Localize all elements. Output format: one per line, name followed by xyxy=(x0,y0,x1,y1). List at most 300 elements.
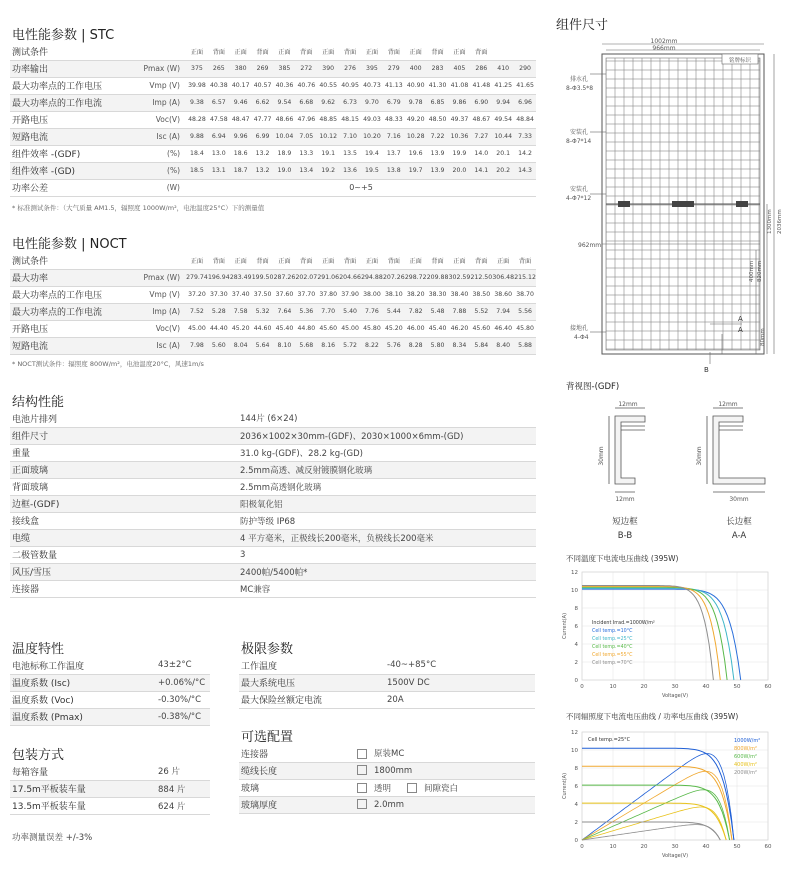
temperature-value: -0.30%/°C xyxy=(158,691,210,708)
stc-cell: 40.90 xyxy=(405,77,427,94)
stc-cell: 40.73 xyxy=(361,77,383,94)
noct-cell: 44.80 xyxy=(295,320,317,337)
short-frame-code: B-B xyxy=(617,531,633,541)
option-label: 间隙瓷白 xyxy=(424,783,459,794)
stc-cell: 19.7 xyxy=(405,162,427,179)
structure-value: 阳极氧化铝 xyxy=(240,495,536,512)
noct-cell: 5.64 xyxy=(252,337,274,354)
temperature-label: 温度系数 (Pmax) xyxy=(10,708,158,725)
noct-row-unit xyxy=(128,252,186,269)
noct-cell: 37.80 xyxy=(317,286,339,303)
noct-title: 电性能参数 | NOCT xyxy=(12,237,127,252)
stc-cell: 13.2 xyxy=(252,162,274,179)
noct-cell: 正面 xyxy=(492,252,514,269)
noct-cell: 正面 xyxy=(361,252,383,269)
junction-box-left xyxy=(618,201,630,207)
limits-value: 20A xyxy=(387,691,535,708)
stc-row-label: 测试条件 xyxy=(10,43,128,60)
x-tick-label: 30 xyxy=(671,684,679,690)
stc-table xyxy=(10,43,536,197)
noct-cell: 5.52 xyxy=(470,303,492,320)
stc-cell: 6.62 xyxy=(252,94,274,111)
noct-row-unit: Imp (A) xyxy=(128,303,186,320)
stc-row xyxy=(10,162,536,179)
checkbox-icon[interactable] xyxy=(357,783,367,793)
stc-row-label: 组件效率 -(GDF) xyxy=(10,145,128,162)
packaging-table xyxy=(10,763,210,815)
stc-note: * 标准测试条件：（大气质量 AM1.5，辐照度 1000W/m²，电池温度25°C）下的测量值 xyxy=(12,204,265,212)
stc-title: 电性能参数 | STC xyxy=(12,28,115,43)
stc-cell: 395 xyxy=(361,60,383,77)
noct-cell: 背面 xyxy=(470,252,492,269)
stc-row-unit: Voc(V) xyxy=(128,111,186,128)
legend-entry: Cell temp.=25°C xyxy=(592,637,633,642)
structure-row xyxy=(10,478,536,495)
structure-value: MC兼容 xyxy=(240,580,536,597)
noct-row-unit: Voc(V) xyxy=(128,320,186,337)
option-label: 透明 xyxy=(374,783,392,794)
option-checkbox[interactable] xyxy=(407,784,458,794)
stc-cell: 7.05 xyxy=(295,128,317,145)
noct-row-label: 开路电压 xyxy=(10,320,128,337)
checkbox-icon[interactable] xyxy=(407,783,417,793)
stc-cell: 13.9 xyxy=(427,162,449,179)
checkbox-icon[interactable] xyxy=(357,749,367,759)
stc-row xyxy=(10,60,536,77)
temperature-value: +0.06%/°C xyxy=(158,674,210,691)
temperature-table xyxy=(10,657,210,726)
limits-row xyxy=(239,657,535,674)
x-tick-label: 20 xyxy=(640,844,648,850)
stc-cell: 9.86 xyxy=(449,94,471,111)
noct-cell: 正面 xyxy=(186,252,208,269)
option-label: 1800mm xyxy=(374,765,413,776)
stc-cell: 14.1 xyxy=(470,162,492,179)
noct-cell: 7.76 xyxy=(361,303,383,320)
structure-label: 电池片排列 xyxy=(10,410,240,427)
stc-cell: 40.95 xyxy=(339,77,361,94)
short-frame-drawing xyxy=(609,408,645,492)
mount-hole-spec-2: 4-Φ7*12 xyxy=(566,195,592,202)
temperature-label: 温度系数 (Isc) xyxy=(10,674,158,691)
stc-cell: 47.58 xyxy=(208,111,230,128)
noct-cell: 7.82 xyxy=(405,303,427,320)
noct-row-unit: Isc (A) xyxy=(128,337,186,354)
stc-cell: 375 xyxy=(186,60,208,77)
noct-cell: 37.90 xyxy=(339,286,361,303)
stc-cell: 48.67 xyxy=(470,111,492,128)
noct-cell: 背面 xyxy=(252,252,274,269)
noct-cell: 正面 xyxy=(405,252,427,269)
noct-cell: 46.40 xyxy=(492,320,514,337)
noct-cell: 45.40 xyxy=(427,320,449,337)
chart-annotation: Cell temp.=25°C xyxy=(588,737,631,743)
stc-cell: 18.7 xyxy=(230,162,252,179)
stc-cell: 14.3 xyxy=(514,162,536,179)
limits-row xyxy=(239,674,535,691)
stc-cell: 背面 xyxy=(208,43,230,60)
stc-cell: 正面 xyxy=(449,43,471,60)
options-row xyxy=(239,762,535,779)
noct-cell: 5.44 xyxy=(383,303,405,320)
stc-row xyxy=(10,77,536,94)
noct-cell: 7.64 xyxy=(274,303,296,320)
structure-value: 2.5mm高透钢化玻璃 xyxy=(240,478,536,495)
temperature-row xyxy=(10,691,210,708)
noct-cell: 5.32 xyxy=(252,303,274,320)
stc-cell: 9.70 xyxy=(361,94,383,111)
stc-row xyxy=(10,111,536,128)
stc-cell: 10.20 xyxy=(361,128,383,145)
noct-row-label: 测试条件 xyxy=(10,252,128,269)
x-tick-label: 50 xyxy=(733,684,741,690)
structure-value: 2400帕/5400帕* xyxy=(240,563,536,580)
noct-cell: 45.80 xyxy=(514,320,536,337)
structure-row xyxy=(10,444,536,461)
stc-cell: 9.54 xyxy=(274,94,296,111)
noct-cell: 5.76 xyxy=(383,337,405,354)
stc-cell: 13.7 xyxy=(383,145,405,162)
legend-entry: Cell temp.=40°C xyxy=(592,645,633,650)
stc-cell: 41.25 xyxy=(492,77,514,94)
stc-cell: 405 xyxy=(449,60,471,77)
dim-1002: 1002mm xyxy=(650,38,678,45)
stc-cell: 19.6 xyxy=(405,145,427,162)
noct-cell: 291.06 xyxy=(317,269,339,286)
stc-cell: 背面 xyxy=(295,43,317,60)
options-title: 可选配置 xyxy=(241,730,294,745)
stc-cell xyxy=(492,43,514,60)
stc-cell: 6.57 xyxy=(208,94,230,111)
noct-cell: 45.60 xyxy=(317,320,339,337)
stc-cell: 6.90 xyxy=(470,94,492,111)
legend-entry: 400W/m² xyxy=(734,762,758,768)
packaging-label: 每箱容量 xyxy=(10,763,158,780)
stc-row-unit: Imp (A) xyxy=(128,94,186,111)
stc-cell: 48.85 xyxy=(317,111,339,128)
options-table xyxy=(239,745,535,814)
stc-cell: 47.77 xyxy=(252,111,274,128)
stc-cell: 9.94 xyxy=(492,94,514,111)
stc-row-unit: (%) xyxy=(128,145,186,162)
noct-cell: 38.50 xyxy=(470,286,492,303)
noct-cell: 37.40 xyxy=(230,286,252,303)
temperature-title: 温度特性 xyxy=(12,642,65,657)
stc-row-unit: Pmax (W) xyxy=(128,60,186,77)
stc-cell: 6.99 xyxy=(252,128,274,145)
temperature-row xyxy=(10,674,210,691)
x-tick-label: 60 xyxy=(764,844,772,850)
legend-entry: Cell temp.=55°C xyxy=(592,653,633,658)
noct-row-label: 短路电流 xyxy=(10,337,128,354)
option-checkbox[interactable] xyxy=(357,749,404,759)
stc-cell: 13.5 xyxy=(339,145,361,162)
stc-cell: 9.62 xyxy=(317,94,339,111)
legend-entry: Cell temp.=10°C xyxy=(592,629,633,634)
options-row xyxy=(239,779,535,796)
x-tick-label: 0 xyxy=(580,684,584,690)
noct-cell: 8.04 xyxy=(230,337,252,354)
stc-cell: 290 xyxy=(514,60,536,77)
stc-cell: 13.6 xyxy=(339,162,361,179)
structure-label: 重量 xyxy=(10,444,240,461)
limits-label: 工作温度 xyxy=(239,657,387,674)
structure-title: 结构性能 xyxy=(12,395,65,410)
noct-cell: 背面 xyxy=(295,252,317,269)
noct-cell: 7.58 xyxy=(230,303,252,320)
structure-row xyxy=(10,410,536,427)
option-checkbox[interactable] xyxy=(357,766,412,776)
stc-cell: 269 xyxy=(252,60,274,77)
y-tick-label: 4 xyxy=(574,802,578,808)
noct-cell: 7.52 xyxy=(186,303,208,320)
noct-cell: 5.88 xyxy=(514,337,536,354)
stc-cell: 47.96 xyxy=(295,111,317,128)
stc-cell: 背面 xyxy=(470,43,492,60)
noct-cell: 背面 xyxy=(514,252,536,269)
stc-cell: 6.85 xyxy=(427,94,449,111)
options-row xyxy=(239,796,535,813)
stc-row-label: 功率公差 xyxy=(10,179,128,196)
option-checkbox[interactable] xyxy=(357,784,391,794)
x-tick-label: 40 xyxy=(702,844,710,850)
ground-hole-spec: 4-Φ4 xyxy=(574,334,589,341)
noct-cell: 44.60 xyxy=(252,320,274,337)
y-tick-label: 8 xyxy=(574,606,578,612)
noct-row xyxy=(10,320,536,337)
mount-hole-label-1: 安装孔 xyxy=(570,129,589,136)
options-label: 连接器 xyxy=(239,745,357,762)
nameplate-label: 铭牌标识 xyxy=(728,58,752,64)
long-frame-top-dim: 12mm xyxy=(718,401,738,408)
x-tick-label: 10 xyxy=(609,684,617,690)
noct-cell: 37.30 xyxy=(208,286,230,303)
y-tick-label: 0 xyxy=(574,838,578,844)
stc-cell: 20.0 xyxy=(449,162,471,179)
y-tick-label: 8 xyxy=(574,766,578,772)
temperature-value: -0.38%/°C xyxy=(158,708,210,725)
stc-row-unit: Isc (A) xyxy=(128,128,186,145)
noct-cell: 38.10 xyxy=(383,286,405,303)
stc-cell: 40.55 xyxy=(317,77,339,94)
stc-cell: 正面 xyxy=(361,43,383,60)
noct-row xyxy=(10,303,536,320)
y-tick-label: 6 xyxy=(574,784,578,790)
structure-row xyxy=(10,461,536,478)
stc-cell: 正面 xyxy=(405,43,427,60)
stc-row-label: 功率输出 xyxy=(10,60,128,77)
stc-cell: 279 xyxy=(383,60,405,77)
noct-cell: 209.88 xyxy=(427,269,449,286)
stc-cell: 272 xyxy=(295,60,317,77)
noct-cell: 204.66 xyxy=(339,269,361,286)
options-label: 缆线长度 xyxy=(239,762,357,779)
stc-cell: 20.1 xyxy=(492,145,514,162)
stc-cell: 48.28 xyxy=(186,111,208,128)
noct-row xyxy=(10,252,536,269)
stc-cell: 正面 xyxy=(274,43,296,60)
stc-cell: 6.96 xyxy=(514,94,536,111)
y-tick-label: 10 xyxy=(571,588,578,594)
noct-cell: 199.50 xyxy=(252,269,274,286)
packaging-row xyxy=(10,797,210,814)
structure-value: 4 平方毫米，正极线长200毫米，负极线长200毫米 xyxy=(240,529,536,546)
y-tick-label: 10 xyxy=(571,748,578,754)
structure-value: 3 xyxy=(240,546,536,563)
noct-row-label: 最大功率点的工作电流 xyxy=(10,303,128,320)
stc-cell: 276 xyxy=(339,60,361,77)
stc-cell: 9.88 xyxy=(186,128,208,145)
noct-row xyxy=(10,286,536,303)
noct-cell: 306.48 xyxy=(492,269,514,286)
stc-cell: 13.4 xyxy=(295,162,317,179)
noct-cell: 212.50 xyxy=(470,269,492,286)
stc-cell: 13.3 xyxy=(295,145,317,162)
noct-cell: 37.50 xyxy=(252,286,274,303)
dim-962: 962mm xyxy=(578,242,602,249)
noct-cell: 38.30 xyxy=(427,286,449,303)
y-tick-label: 2 xyxy=(574,820,578,826)
noct-cell: 正面 xyxy=(274,252,296,269)
option-checkbox[interactable] xyxy=(357,800,404,810)
stc-cell: 265 xyxy=(208,60,230,77)
noct-cell: 7.70 xyxy=(317,303,339,320)
noct-cell: 37.20 xyxy=(186,286,208,303)
noct-cell: 7.94 xyxy=(492,303,514,320)
stc-cell: 7.16 xyxy=(383,128,405,145)
stc-cell: 41.65 xyxy=(514,77,536,94)
structure-row xyxy=(10,563,536,580)
stc-cell: 7.22 xyxy=(427,128,449,145)
noct-cell: 45.80 xyxy=(361,320,383,337)
structure-row xyxy=(10,529,536,546)
noct-cell: 8.28 xyxy=(405,337,427,354)
noct-cell: 196.94 xyxy=(208,269,230,286)
back-view-title: 背视图-(GDF) xyxy=(566,382,620,392)
noct-table xyxy=(10,252,536,355)
irradiance-iv-chart xyxy=(560,726,780,860)
checkbox-icon[interactable] xyxy=(357,765,367,775)
structure-row xyxy=(10,580,536,597)
x-tick-label: 50 xyxy=(733,844,741,850)
ground-hole-label: 接地孔 xyxy=(570,325,589,332)
stc-cell: 48.33 xyxy=(383,111,405,128)
noct-cell: 背面 xyxy=(339,252,361,269)
checkbox-icon[interactable] xyxy=(357,799,367,809)
mount-hole-spec-1: 8-Φ7*14 xyxy=(566,138,592,145)
stc-cell: 410 xyxy=(492,60,514,77)
structure-value: 31.0 kg-(GDF)、28.2 kg-(GD) xyxy=(240,444,536,461)
noct-cell: 45.20 xyxy=(230,320,252,337)
stc-span-value: 0~+5 xyxy=(186,179,536,196)
y-tick-label: 2 xyxy=(574,660,578,666)
stc-cell: 7.33 xyxy=(514,128,536,145)
x-axis-label: Voltage(V) xyxy=(661,853,689,859)
mount-hole-label-2: 安装孔 xyxy=(570,186,589,193)
stc-cell: 40.17 xyxy=(230,77,252,94)
limits-label: 最大保险丝额定电流 xyxy=(239,691,387,708)
noct-cell: 207.26 xyxy=(383,269,405,286)
module-size-diagram xyxy=(552,34,788,376)
packaging-label: 13.5m平板装车量 xyxy=(10,797,158,814)
noct-cell: 正面 xyxy=(317,252,339,269)
frame-section-diagrams xyxy=(565,396,785,544)
noct-cell: 215.12 xyxy=(514,269,536,286)
stc-cell: 390 xyxy=(317,60,339,77)
stc-row xyxy=(10,94,536,111)
y-axis-label: Current(A) xyxy=(562,772,568,800)
stc-cell: 背面 xyxy=(252,43,274,60)
stc-row-unit xyxy=(128,43,186,60)
stc-cell: 40.57 xyxy=(252,77,274,94)
legend-entry: 1000W/m² xyxy=(734,738,761,744)
structure-row xyxy=(10,512,536,529)
stc-cell: 14.2 xyxy=(514,145,536,162)
structure-label: 正面玻璃 xyxy=(10,461,240,478)
structure-label: 风压/雪压 xyxy=(10,563,240,580)
junction-box-right xyxy=(736,201,748,207)
noct-cell: 背面 xyxy=(208,252,230,269)
noct-cell: 8.10 xyxy=(274,337,296,354)
noct-row xyxy=(10,337,536,354)
option-label: 原装MC xyxy=(374,749,405,760)
noct-cell: 45.00 xyxy=(339,320,361,337)
short-frame-name: 短边框 xyxy=(612,517,638,527)
long-frame-bottom-dim: 30mm xyxy=(729,496,749,503)
stc-cell: 19.4 xyxy=(361,145,383,162)
stc-cell: 18.5 xyxy=(186,162,208,179)
structure-row xyxy=(10,495,536,512)
structure-label: 连接器 xyxy=(10,580,240,597)
section-a-top: A xyxy=(738,315,743,323)
stc-cell: 背面 xyxy=(383,43,405,60)
packaging-value: 624 片 xyxy=(158,797,210,814)
noct-cell: 279.74 xyxy=(186,269,208,286)
stc-cell: 19.0 xyxy=(274,162,296,179)
noct-cell: 5.60 xyxy=(208,337,230,354)
noct-cell: 38.00 xyxy=(361,286,383,303)
drain-hole-label: 排水孔 xyxy=(570,76,589,83)
stc-cell: 19.5 xyxy=(361,162,383,179)
stc-cell: 6.73 xyxy=(339,94,361,111)
x-tick-label: 30 xyxy=(671,844,679,850)
limits-value: 1500V DC xyxy=(387,674,535,691)
packaging-row xyxy=(10,780,210,797)
dim-1300: 1300mm xyxy=(767,209,773,234)
packaging-label: 17.5m平板装车量 xyxy=(10,780,158,797)
dim-2036: 2036mm xyxy=(777,209,783,234)
noct-cell: 37.60 xyxy=(274,286,296,303)
limits-label: 最大系统电压 xyxy=(239,674,387,691)
stc-row-label: 最大功率点的工作电流 xyxy=(10,94,128,111)
structure-row xyxy=(10,427,536,444)
y-tick-label: 6 xyxy=(574,624,578,630)
stc-cell: 正面 xyxy=(230,43,252,60)
temperature-value: 43±2°C xyxy=(158,657,210,674)
stc-cell: 385 xyxy=(274,60,296,77)
stc-cell: 39.98 xyxy=(186,77,208,94)
structure-label: 组件尺寸 xyxy=(10,427,240,444)
noct-cell: 46.00 xyxy=(405,320,427,337)
temperature-label: 温度系数 (Voc) xyxy=(10,691,158,708)
structure-label: 接线盒 xyxy=(10,512,240,529)
stc-cell: 正面 xyxy=(186,43,208,60)
chart2-title: 不同辐照度下电流电压曲线 / 功率电压曲线 (395W) xyxy=(566,712,739,721)
stc-row-label: 组件效率 -(GD) xyxy=(10,162,128,179)
noct-cell: 5.28 xyxy=(208,303,230,320)
y-tick-label: 12 xyxy=(571,730,578,736)
stc-row-unit: (%) xyxy=(128,162,186,179)
